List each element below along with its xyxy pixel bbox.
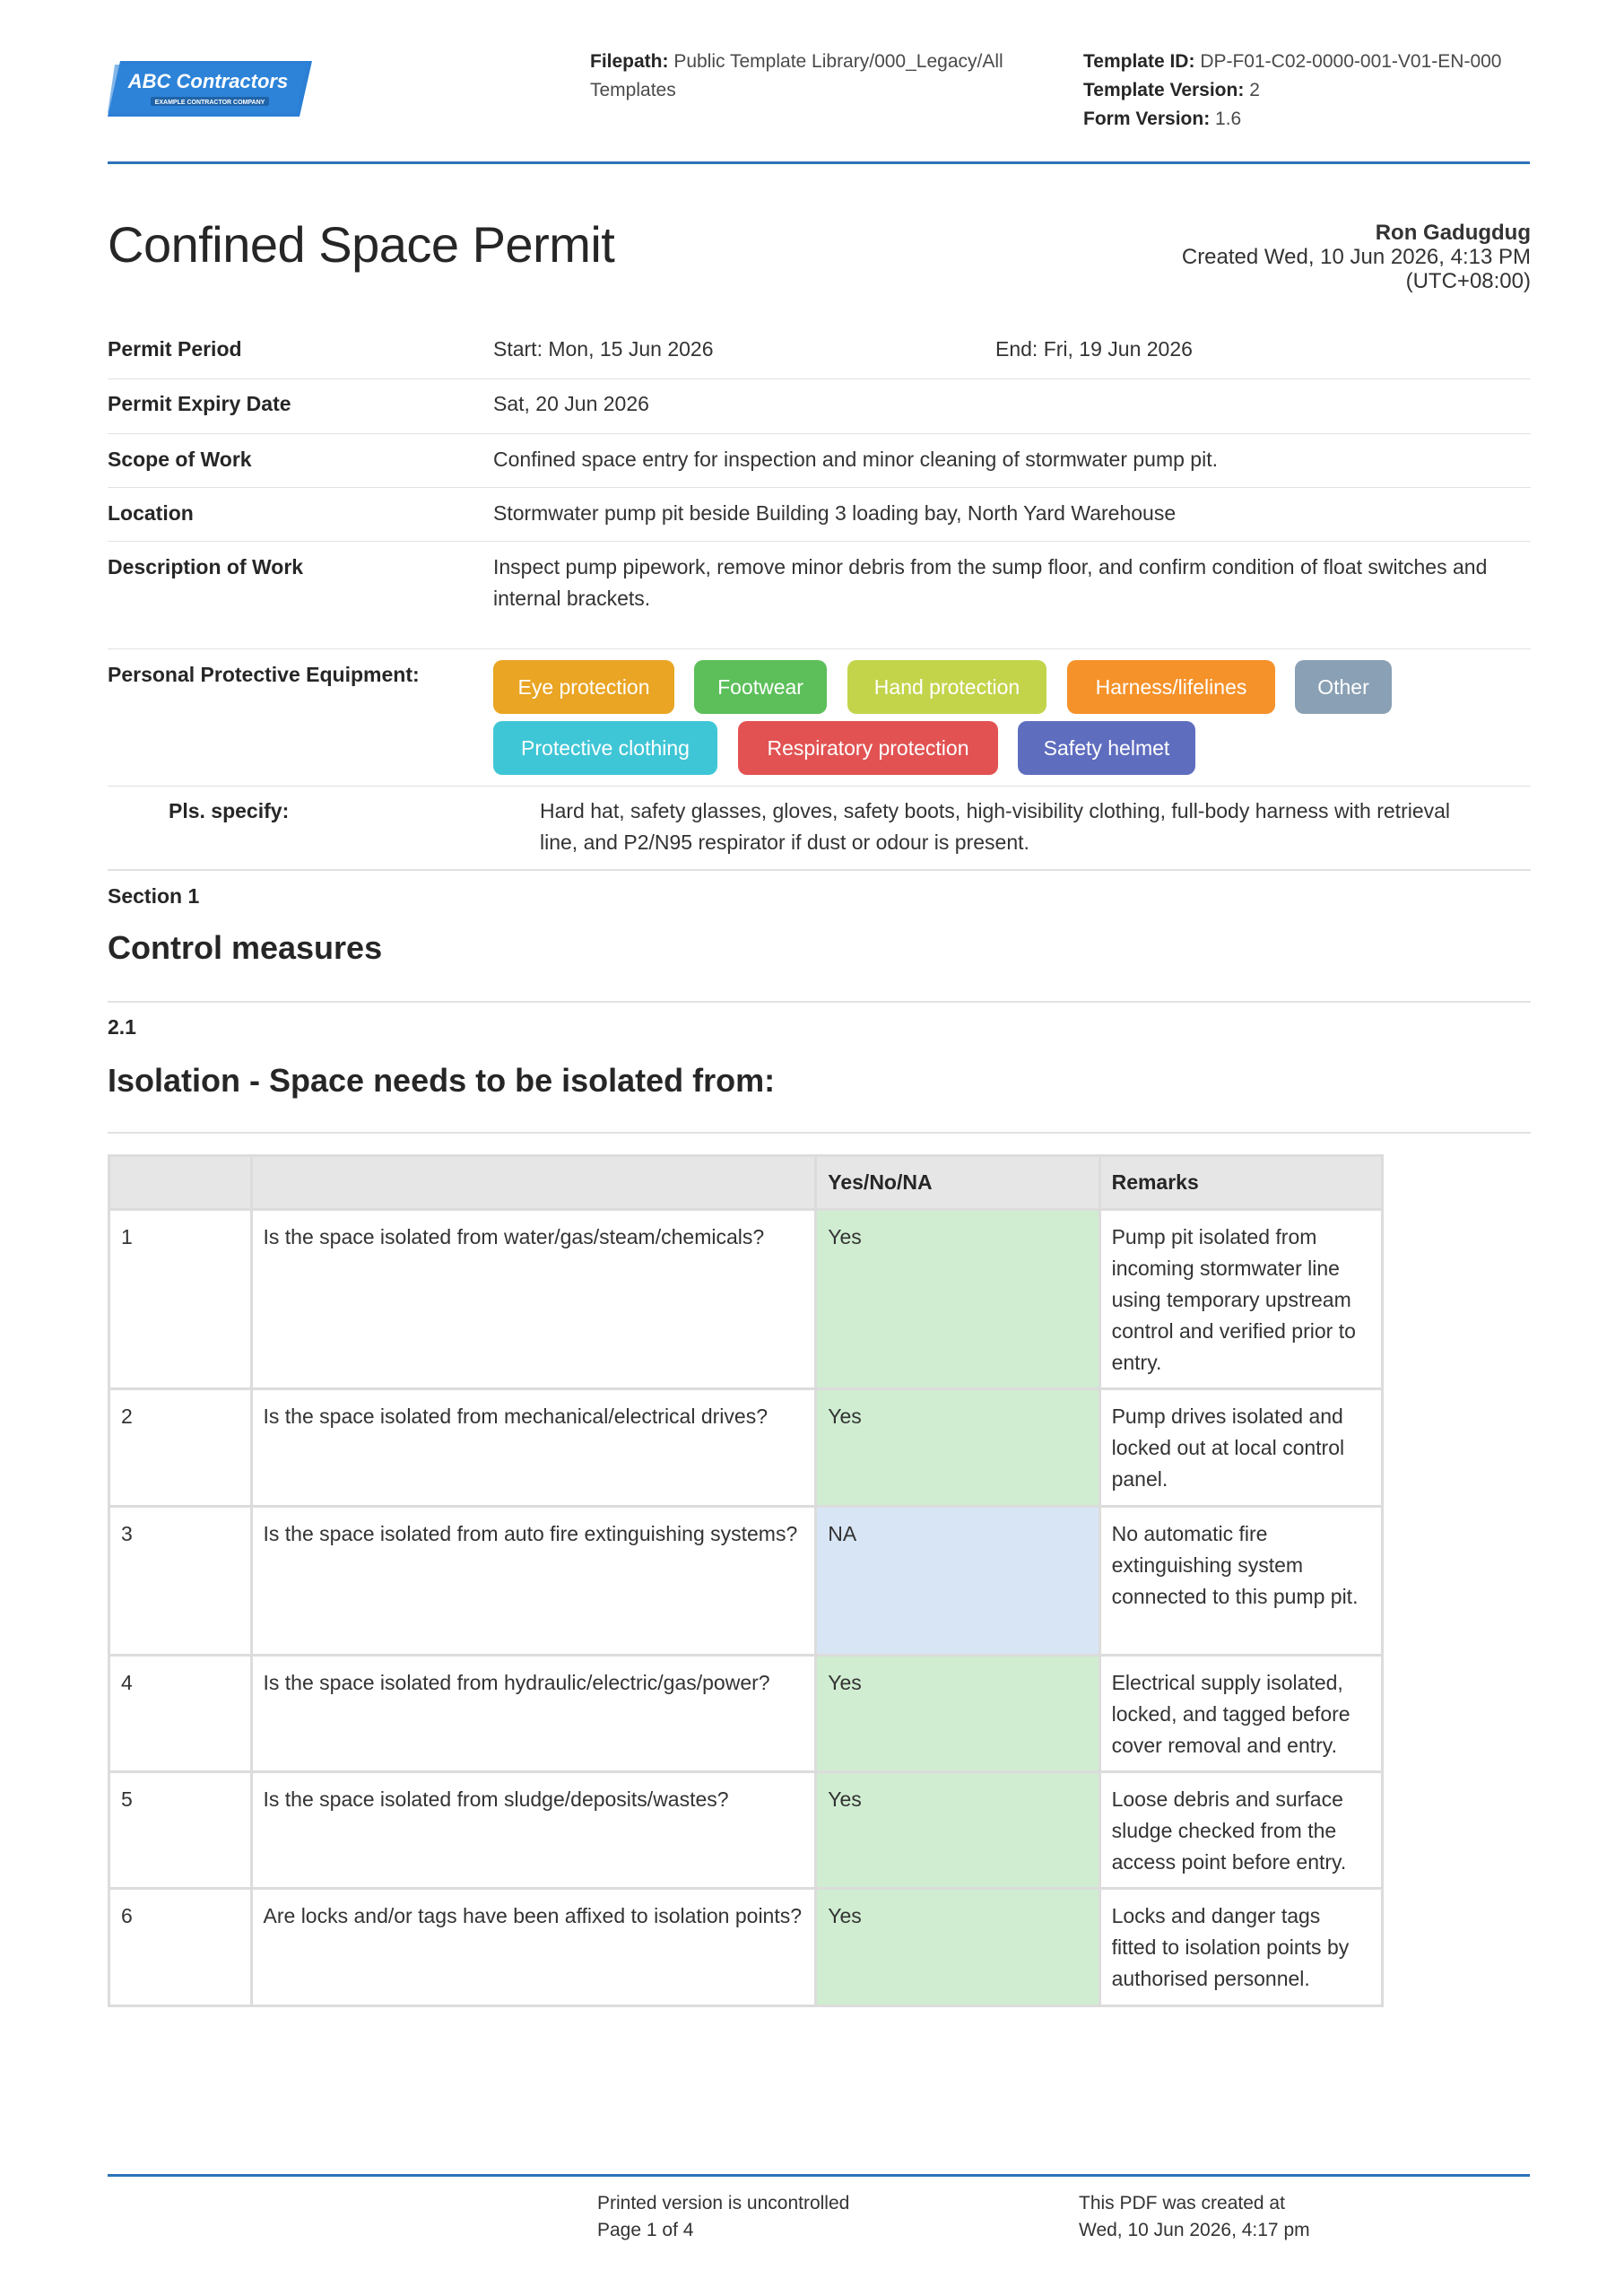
permit-end: End: Fri, 19 Jun 2026 <box>995 337 1193 361</box>
ppe-specify-label: Pls. specify: <box>169 799 290 822</box>
row-remarks: Pump drives isolated and locked out at local control panel. <box>1099 1389 1382 1507</box>
divider <box>108 1132 1531 1134</box>
expiry-row <box>108 378 1531 432</box>
description-row <box>108 541 1531 647</box>
table-row <box>109 1889 1383 2006</box>
row-number: 4 <box>109 1656 252 1772</box>
ppe-chip-eye-protection: Eye protection <box>493 660 674 714</box>
row-answer: Yes <box>816 1210 1099 1389</box>
row-remarks: Pump pit isolated from incoming stormwater line using temporary upstream control and verified prior to entry. <box>1099 1210 1382 1389</box>
creator-block <box>1182 221 1531 293</box>
logo-title: ABC Contractors <box>127 70 289 92</box>
ppe-chip-respiratory-protection: Respiratory protection <box>738 721 998 775</box>
table-row <box>109 1210 1383 1389</box>
location-row <box>108 487 1531 541</box>
ppe-chip-other: Other <box>1295 660 1392 714</box>
row-number: 2 <box>109 1389 252 1507</box>
row-answer: Yes <box>816 1889 1099 2006</box>
ppe-label: Personal Protective Equipment: <box>108 663 420 686</box>
table-row <box>109 1389 1383 1507</box>
template-id-label: Template ID: <box>1083 51 1195 72</box>
scope-value: Confined space entry for inspection and minor cleaning of stormwater pump pit. <box>493 448 1218 471</box>
created-timezone: (UTC+08:00) <box>1405 269 1531 293</box>
ppe-chip-safety-helmet: Safety helmet <box>1018 721 1195 775</box>
row-answer: Yes <box>816 1656 1099 1772</box>
row-answer: Yes <box>816 1772 1099 1889</box>
description-value: Inspect pump pipework, remove minor debris from the sump floor, and confirm condition of float switches and internal brackets. <box>493 555 1488 610</box>
row-number: 5 <box>109 1772 252 1889</box>
pdf-created-value: Wed, 10 Jun 2026, 4:17 pm <box>1079 2220 1310 2240</box>
template-version-label: Template Version: <box>1083 80 1245 100</box>
uncontrolled-notice: Printed version is uncontrolled <box>597 2193 850 2213</box>
ppe-chip-footwear: Footwear <box>694 660 827 714</box>
permit-period-label: Permit Period <box>108 337 242 361</box>
row-answer: Yes <box>816 1389 1099 1507</box>
expiry-label: Permit Expiry Date <box>108 392 291 415</box>
form-version-value: 1.6 <box>1215 109 1242 129</box>
subsection-number: 2.1 <box>108 1015 136 1039</box>
row-question: Is the space isolated from mechanical/electrical drives? <box>251 1389 816 1507</box>
subsection-title: Isolation - Space needs to be isolated from: <box>108 1062 776 1099</box>
row-question: Are locks and/or tags have been affixed to isolation points? <box>251 1889 816 2006</box>
ppe-chip-protective-clothing: Protective clothing <box>493 721 717 775</box>
divider <box>108 1001 1531 1003</box>
scope-label: Scope of Work <box>108 448 252 471</box>
page-title: Confined Space Permit <box>108 216 615 273</box>
row-question: Is the space isolated from sludge/deposits/wastes? <box>251 1772 816 1889</box>
table-row <box>109 1507 1383 1656</box>
template-info-block <box>1083 48 1550 134</box>
company-logo <box>108 59 312 118</box>
row-question: Is the space isolated from water/gas/steam/chemicals? <box>251 1210 816 1389</box>
ppe-chip-harness-lifelines: Harness/lifelines <box>1067 660 1275 714</box>
footer-right <box>1079 2190 1310 2244</box>
expiry-value: Sat, 20 Jun 2026 <box>493 392 649 415</box>
column-header-remarks: Remarks <box>1099 1156 1382 1210</box>
column-header <box>251 1156 816 1210</box>
template-id-value: DP-F01-C02-0000-001-V01-EN-000 <box>1200 51 1502 72</box>
footer-rule <box>108 2174 1530 2177</box>
isolation-table <box>108 1154 1384 2007</box>
ppe-chip-hand-protection: Hand protection <box>847 660 1046 714</box>
column-header <box>109 1156 252 1210</box>
pdf-created-label: This PDF was created at <box>1079 2193 1285 2213</box>
filepath-value: Public Template Library/000_Legacy/All Templates <box>590 51 1003 100</box>
row-remarks: Loose debris and surface sludge checked from the access point before entry. <box>1099 1772 1382 1889</box>
table-row <box>109 1772 1383 1889</box>
row-number: 3 <box>109 1507 252 1656</box>
divider <box>108 869 1531 871</box>
filepath-block <box>590 48 1056 105</box>
column-header-answer: Yes/No/NA <box>816 1156 1099 1210</box>
row-number: 1 <box>109 1210 252 1389</box>
created-date: Created Wed, 10 Jun 2026, 4:13 PM <box>1181 245 1531 269</box>
header-rule <box>108 161 1530 164</box>
row-question: Is the space isolated from hydraulic/electric/gas/power? <box>251 1656 816 1772</box>
table-header-row <box>109 1156 1383 1210</box>
section-number: Section 1 <box>108 884 200 908</box>
logo-subtitle: EXAMPLE CONTRACTOR COMPANY <box>154 100 265 106</box>
footer-left <box>597 2190 849 2244</box>
page-number: Page 1 of 4 <box>597 2220 694 2240</box>
row-remarks: No automatic fire extinguishing system connected to this pump pit. <box>1099 1507 1382 1656</box>
location-value: Stormwater pump pit beside Building 3 loading bay, North Yard Warehouse <box>493 501 1177 525</box>
description-label: Description of Work <box>108 555 304 578</box>
row-question: Is the space isolated from auto fire extinguishing systems? <box>251 1507 816 1656</box>
form-version-label: Form Version: <box>1083 109 1211 129</box>
ppe-specify-value: Hard hat, safety glasses, gloves, safety boots, high-visibility clothing, full-body harness with retrieval line, and P2/N95 respirator if dust or odour is present. <box>540 799 1451 854</box>
location-label: Location <box>108 501 194 525</box>
row-remarks: Locks and danger tags fitted to isolation points by authorised personnel. <box>1099 1889 1382 2006</box>
table-row <box>109 1656 1383 1772</box>
filepath-label: Filepath: <box>590 51 669 72</box>
row-remarks: Electrical supply isolated, locked, and tagged before cover removal and entry. <box>1099 1656 1382 1772</box>
creator-name: Ron Gadugdug <box>1375 221 1531 245</box>
scope-row <box>108 433 1531 487</box>
permit-start: Start: Mon, 15 Jun 2026 <box>493 337 714 361</box>
template-version-value: 2 <box>1249 80 1260 100</box>
row-number: 6 <box>109 1889 252 2006</box>
permit-period-row <box>108 325 1531 378</box>
row-answer: NA <box>816 1507 1099 1656</box>
section-title: Control measures <box>108 929 383 966</box>
